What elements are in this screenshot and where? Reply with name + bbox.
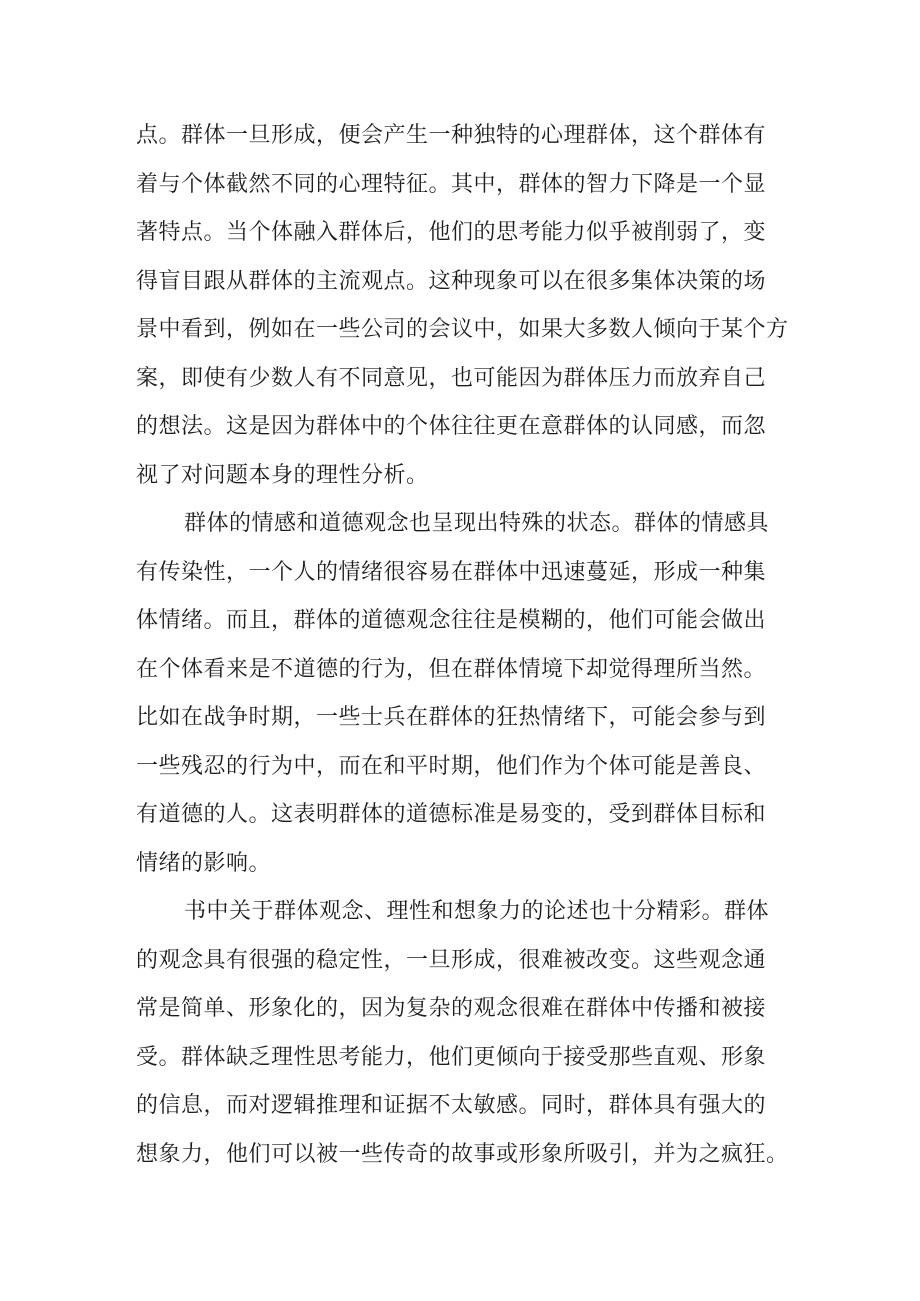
text-line: 常是简单、形象化的，因为复杂的观念很难在群体中传播和被接	[136, 996, 767, 1021]
text-line: 着与个体截然不同的心理特征。其中，群体的智力下降是一个显	[136, 171, 767, 197]
text-line: 得盲目跟从群体的主流观点。这种现象可以在很多集体决策的场	[136, 268, 767, 294]
text-line: 想象力，他们可以被一些传奇的故事或形象所吸引，并为之疯狂。	[136, 1141, 789, 1167]
text-line: 案，即使有少数人有不同意见，也可能因为群体压力而放弃自己	[136, 365, 767, 391]
text-line: 视了对问题本身的理性分析。	[136, 462, 429, 488]
text-line: 有传染性，一个人的情绪很容易在群体中迅速蔓延，形成一种集	[136, 559, 767, 585]
text-line: 景中看到，例如在一些公司的会议中，如果大多数人倾向于某个方	[136, 317, 789, 342]
text-line: 的观念具有很强的稳定性，一旦形成，很难被改变。这些观念通	[136, 947, 767, 973]
text-line: 的信息，而对逻辑推理和证据不太敏感。同时，群体具有强大的	[136, 1093, 767, 1118]
text-line: 受。群体缺乏理性思考能力，他们更倾向于接受那些直观、形象	[136, 1044, 767, 1070]
text-line: 著特点。当个体融入群体后，他们的思考能力似乎被削弱了，变	[136, 220, 767, 245]
text-line: 情绪的影响。	[136, 850, 272, 876]
text-line: 一些残忍的行为中，而在和平时期，他们作为个体可能是善良、	[136, 753, 767, 779]
text-line: 点。群体一旦形成，便会产生一种独特的心理群体，这个群体有	[136, 123, 767, 148]
body-text	[136, 112, 796, 1179]
text-line: 在个体看来是不道德的行为，但在群体情境下却觉得理所当然。	[136, 656, 767, 682]
text-line: 的想法。这是因为群体中的个体往往更在意群体的认同感，而忽	[136, 414, 767, 439]
text-line: 体情绪。而且，群体的道德观念往往是模糊的，他们可能会做出	[136, 608, 767, 633]
paragraph-start-line: 书中关于群体观念、理性和想象力的论述也十分精彩。群体	[184, 899, 770, 924]
text-line: 比如在战争时期，一些士兵在群体的狂热情绪下，可能会参与到	[136, 705, 767, 730]
paragraph-start-line: 群体的情感和道德观念也呈现出特殊的状态。群体的情感具	[184, 511, 770, 536]
text-line: 有道德的人。这表明群体的道德标准是易变的，受到群体目标和	[136, 802, 767, 827]
